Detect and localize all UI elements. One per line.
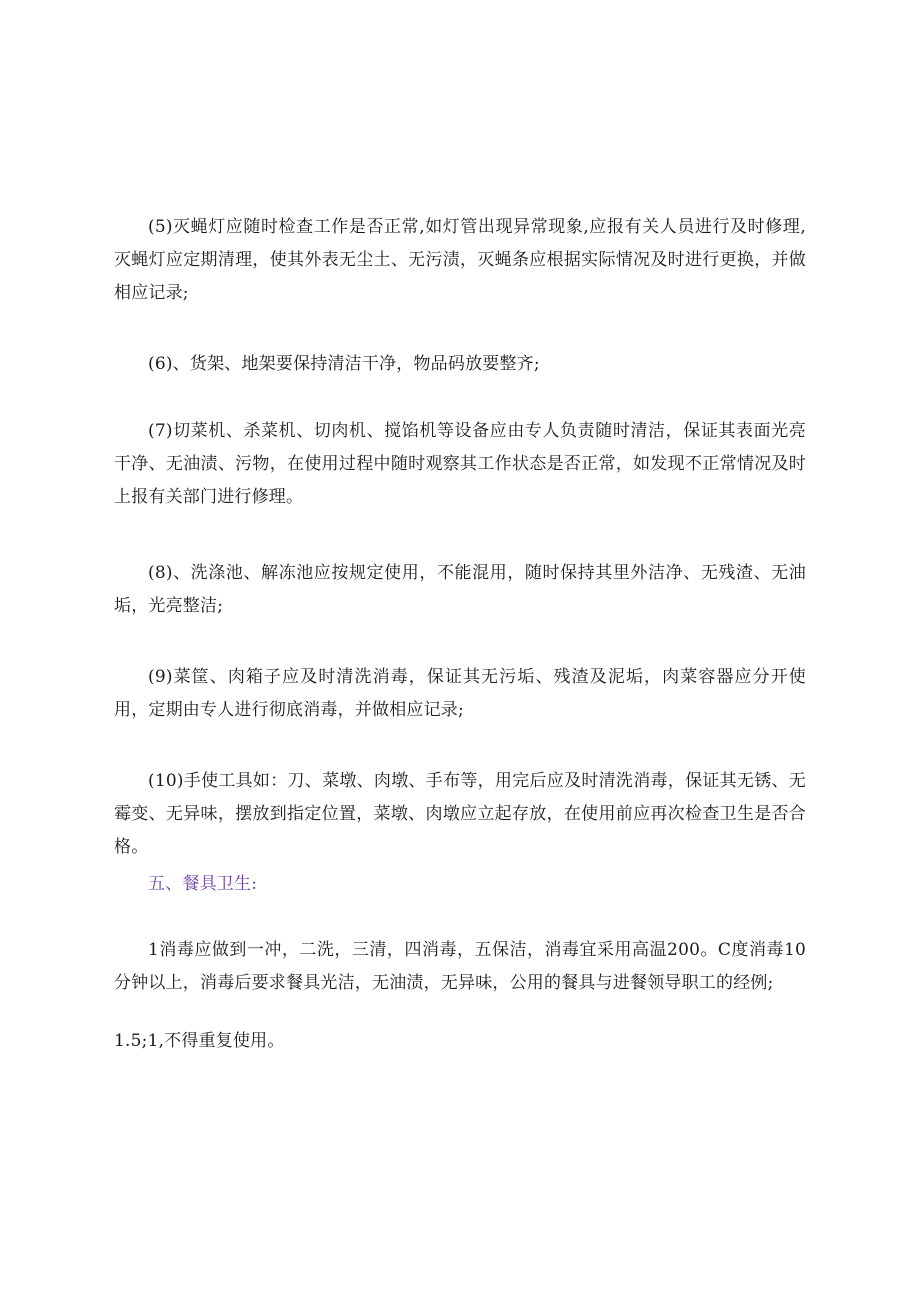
paragraph-item-7: (7)切菜机、杀菜机、切肉机、搅馅机等设备应由专人负责随时清洁，保证其表面光亮干净、无油渍、污物，在使用过程中随时观察其工作状态是否正常，如发现不正常情况及时上报有关部门进行修理。 [114, 421, 806, 507]
paragraph-item-5: (5)灭蝇灯应随时检查工作是否正常,如灯管出现异常现象,应报有关人员进行及时修理,灭蝇灯应定期清理，使其外表无尘土、无污渍，灭蝇条应根据实际情况及时进行更换，并做相应记录; [114, 217, 806, 303]
paragraph-item-6: (6)、货架、地架要保持清洁干净，物品码放要整齐; [148, 354, 540, 374]
paragraph-item-8: (8)、洗涤池、解冻池应按规定使用，不能混用，随时保持其里外洁净、无残渣、无油垢，光亮整洁; [114, 563, 806, 616]
section-paragraph-1: 1消毒应做到一冲，二洗，三清，四消毒，五保洁，消毒宜采用高温200。C度消毒10分钟以上，消毒后要求餐具光洁，无油渍，无异味，公用的餐具与进餐领导职工的经例; [114, 940, 806, 993]
paragraph-item-10: (10)手使工具如：刀、菜墩、肉墩、手布等，用完后应及时清洗消毒，保证其无锈、无霉变、无异味，摆放到指定位置，菜墩、肉墩应立起存放，在使用前应再次检查卫生是否合格。 [114, 771, 806, 857]
section-heading: 五、餐具卫生: [148, 874, 258, 894]
paragraph-item-9: (9)菜筐、肉箱子应及时清洗消毒，保证其无污垢、残渣及泥垢，肉菜容器应分开使用，定期由专人进行彻底消毒，并做相应记录; [114, 667, 806, 720]
section-paragraph-2: 1.5;1,不得重复使用。 [114, 1031, 285, 1051]
